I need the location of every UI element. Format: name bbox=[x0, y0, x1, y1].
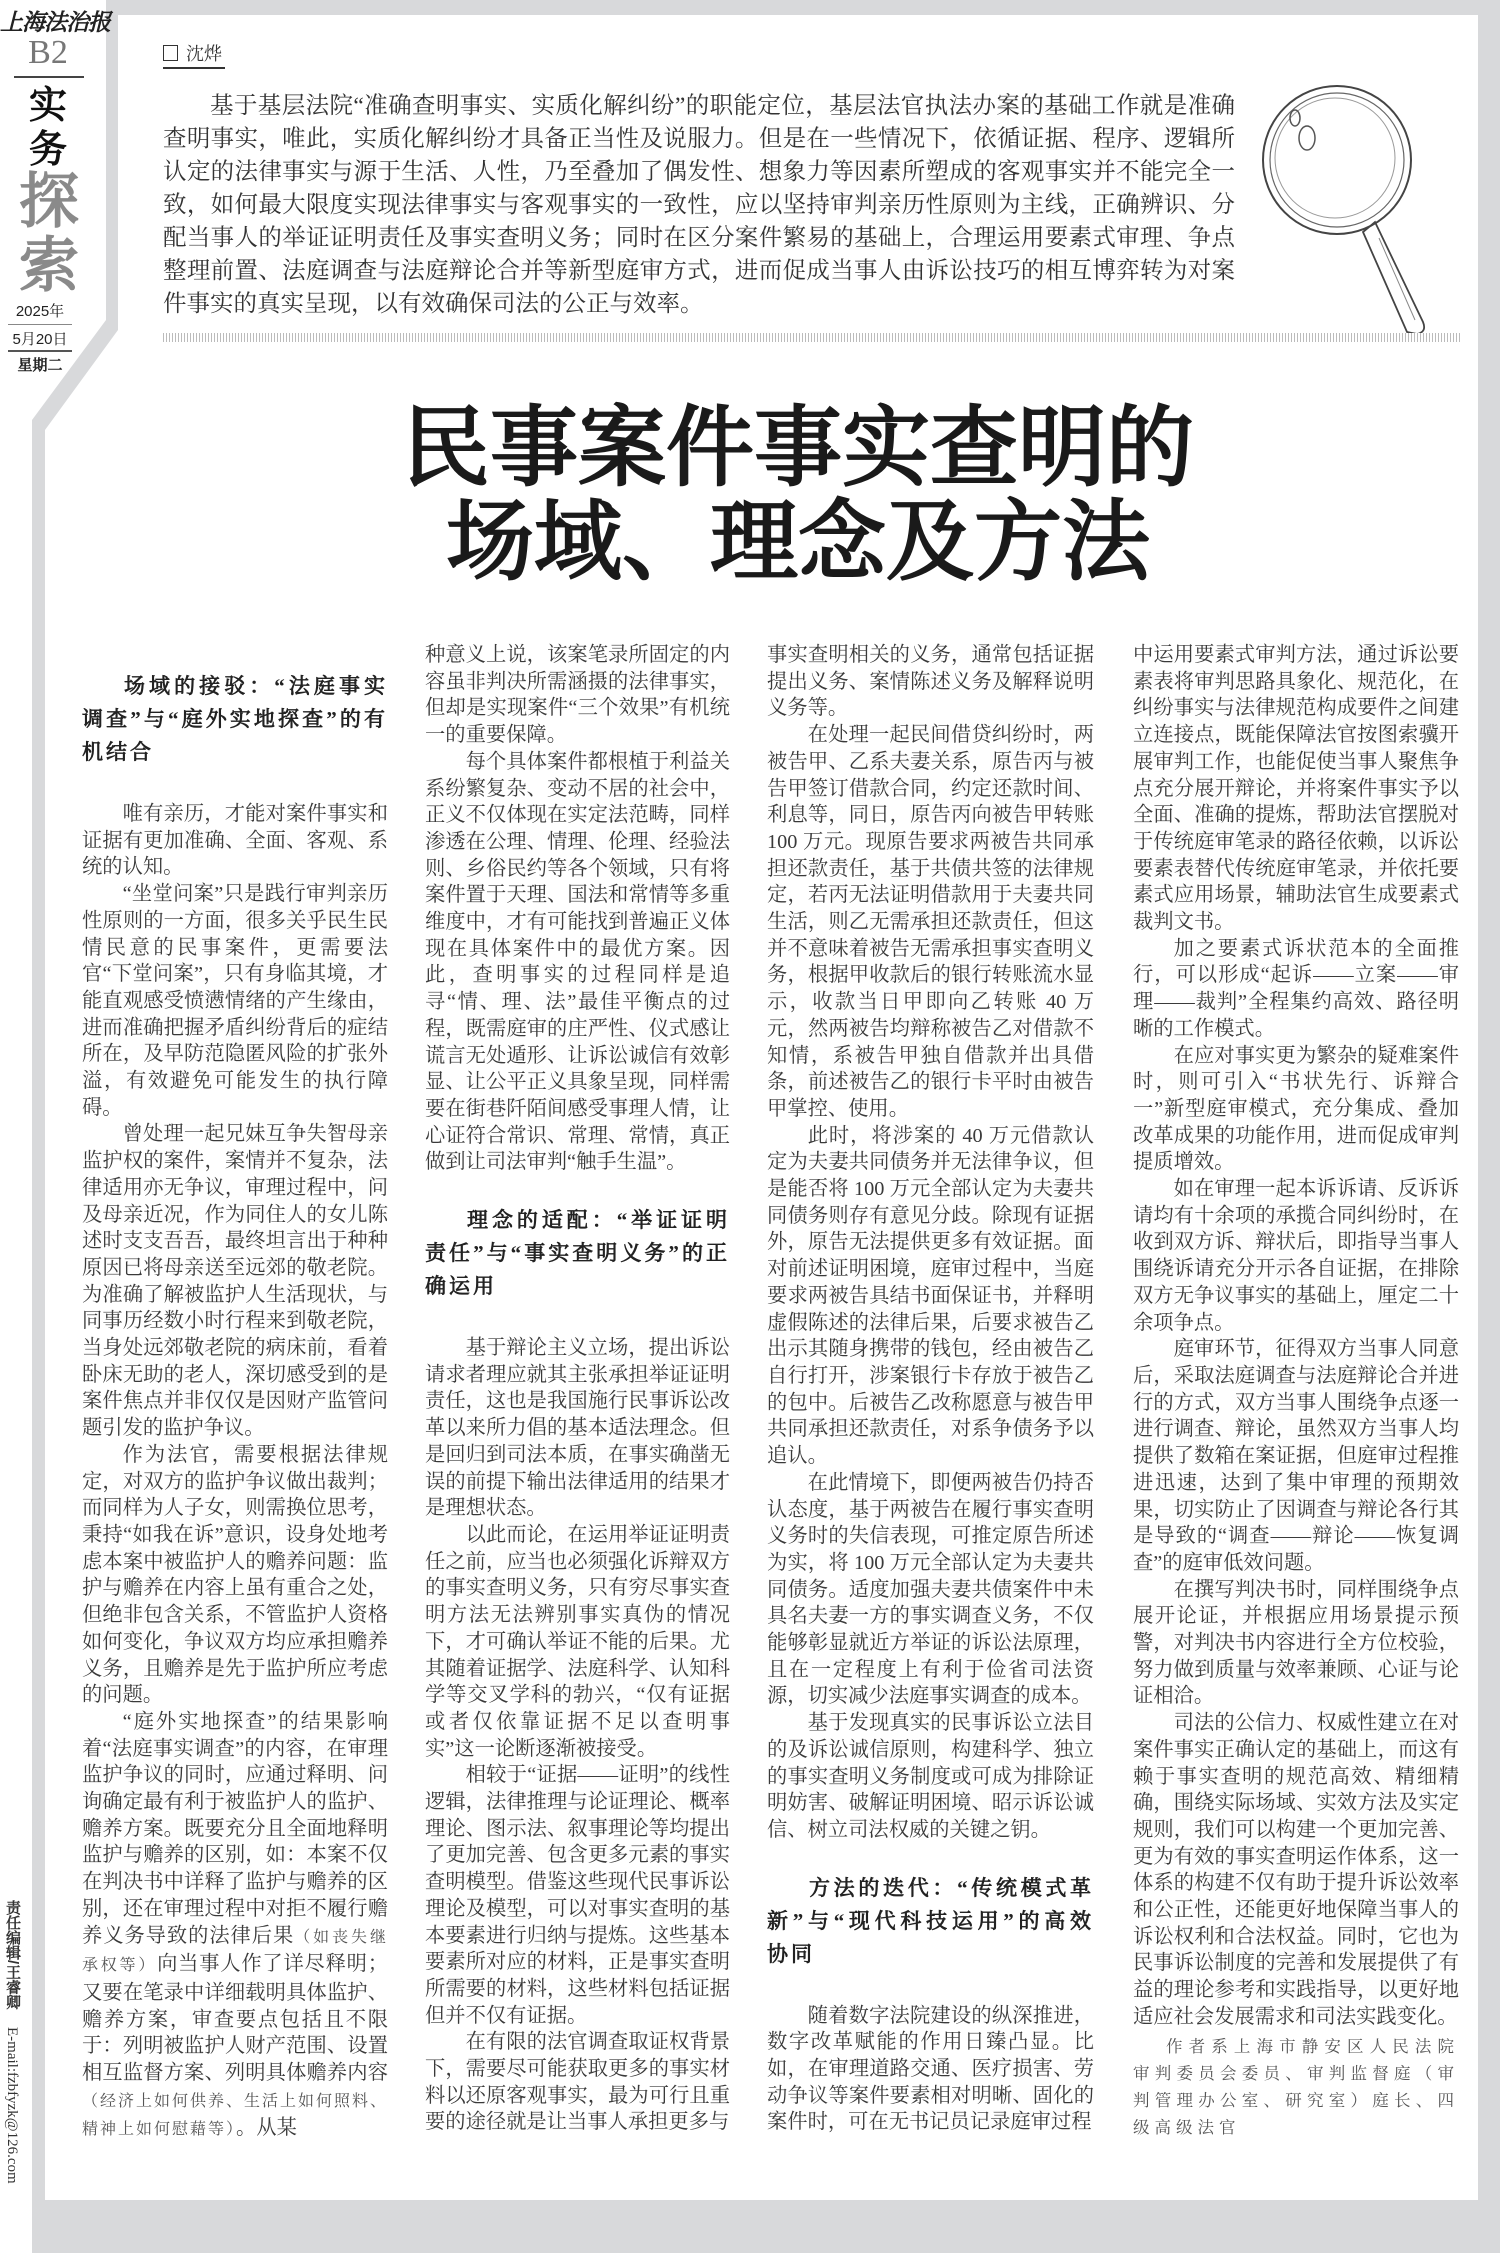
subheading: 方法的迭代：“传统模式革新”与“现代科技运用”的高效协同 bbox=[767, 1875, 1094, 1966]
divider bbox=[8, 350, 72, 352]
masthead-logo: 上海法治报 bbox=[0, 10, 110, 35]
paragraph: 作为法官，需要根据法律规定，对双方的监护争议做出裁判；而同样为人子女，则需换位思考，秉持“如我在诉”意识，设身处地考虑本案中被监护人的赡养问题：监护与赡养在内容上虽有重合之处，但绝非包含关系，不管监护人资格如何变化，争议双方均应承担赡养义务，且赡养是先于监护所应考虑的问题。 bbox=[82, 1443, 388, 1707]
headline-line-2: 场域、理念及方法 bbox=[445, 489, 1150, 593]
paragraph: 在撰写判决书时，同样围绕争点展开论证，并根据应用场景提示预警，对判决书内容进行全方位校验，努力做到质量与效率兼顾、心证与论证相洽。 bbox=[1133, 1578, 1459, 1708]
author-note: 作者系上海市静安区人民法院审判委员会委员、审判监督庭（审判管理办公室、研究室）庭长、四级高级法官 bbox=[1133, 2036, 1459, 2137]
page-number: B2 bbox=[28, 34, 68, 71]
paragraph: 庭审环节，征得双方当事人同意后，采取法庭调查与法庭辩论合并进行的方式，双方当事人围绕争点逐一进行调查、辩论，虽然双方当事人均提供了数箱在案证据，但庭审过程推进迅速，达到了集中审理的预期效果，切实防止了因调查与辩论各行其是导致的“调查——辩论——恢复调查”的庭审低效问题。 bbox=[1133, 1338, 1459, 1574]
paragraph: 相较于“证据——证明”的线性逻辑，法律推理与论证理论、概率理论、图示法、叙事理论等均提出了更加完善、包含更多元素的事实查明模型。借鉴这些现代民事诉讼理论及模型，可以对事实查明的基本要素进行归纳与提炼。这些基本要素所对应的材料，正是事实查明所需要的材料，这些材料包括证据但并不仅有证据。 bbox=[425, 1764, 730, 2027]
paragraph: 司法的公信力、权威性建立在对案件事实正确认定的基础上，而这有赖于事实查明的规范高效、精细精确，围绕实际场域、实效方法及实定规则，我们可以构建一个更加完善、更为有效的事实查明运作体系，这一体系的构建不仅有助于提升诉讼效率和公正性，还能更好地保障当事人的诉讼权利和合法权益。同时，它也为民事诉讼制度的完善和发展提供了有益的理论参考和实践指导，以更好地适应社会发展需求和司法实践变化。 bbox=[1133, 1712, 1459, 2028]
headline bbox=[118, 395, 1478, 593]
article-column-2 bbox=[425, 642, 730, 2136]
paragraph: 随着数字法院建设的纵深推进，数字改革赋能的作用日臻凸显。比如，在审理道路交通、医疗损害、劳动争议等案件要素相对明晰、固化的案件时，可在无书记员记录庭审过程 bbox=[767, 2004, 1094, 2134]
section-title-secondary: 探索 bbox=[19, 169, 79, 299]
divider bbox=[8, 324, 72, 325]
article-column-4 bbox=[1133, 642, 1459, 2141]
paragraph bbox=[82, 1709, 388, 2144]
editor-credit: 责任编辑/王睿卿 bbox=[4, 1900, 21, 2010]
divider bbox=[14, 76, 84, 78]
paragraph: 每个具体案件都根植于利益关系纷繁复杂、变动不居的社会中，正义不仅体现在实定法范畴，同样渗透在公理、情理、伦理、经验法则、乡俗民约等各个领域，只有将案件置于天理、国法和常情等多重维度中，才有可能找到普遍正义体现在具体案件中的最优方案。因此，查明事实的过程同样是追寻“情、理、法”最佳平衡点的过程，既需庭审的庄严性、仪式感让谎言无处遁形、让诉讼诚信有效彰显、让公平正义具象呈现，同样需要在街巷阡陌间感受事理人情，让心证符合常识、常理、常情，真正做到让司法审判“触手生温”。 bbox=[425, 750, 730, 1174]
paragraph-continuation: 中运用要素式审判方法，通过诉讼要素表将审判思路具象化、规范化，在纠纷事实与法律规范构成要件之间建立连接点，既能保障法官按图索骥开展审判工作，也能促使当事人聚焦争点充分展开辩论，并将案件事实予以全面、准确的提炼，帮助法官摆脱对于传统庭审笔录的路径依赖，以诉讼要素表替代传统庭审笔录，并依托要素式应用场景，辅助法官生成要素式裁判文书。 bbox=[1133, 644, 1459, 934]
parenthetical-note: （如丧失继承权等） bbox=[82, 1928, 388, 1975]
byline-box-icon bbox=[163, 45, 178, 61]
paragraph: 曾处理一起兄妹互争失智母亲监护权的案件，案情并不复杂，法律适用亦无争议，审理过程中，问及母亲近况，作为同住人的女儿陈述时支支吾吾，最终坦言出于种种原因已将母亲送至远郊的敬老院。为准确了解被监护人生活现状，与同事历经数小时行程来到敬老院，当身处远郊敬老院的病床前，看着卧床无助的老人，深切感受到的是案件焦点并非仅仅是因财产监管问题引发的监护争议。 bbox=[82, 1123, 388, 1440]
headline-line-1: 民事案件事实查明的 bbox=[401, 395, 1194, 499]
date-year: 2025年 bbox=[15, 303, 65, 320]
editor-email: E-mail:fzbfyzk@126.com bbox=[4, 2026, 20, 2184]
paragraph-text: 。从某 bbox=[236, 2117, 297, 2140]
paragraph-text: 向当事人作了详尽释明；又要在笔录中详细载明具体监护、赡养方案，审查要点包括且不限于：列明被监护人财产范围、设置相互监督方案、列明具体赡养内容 bbox=[82, 1953, 388, 2085]
article-column-3 bbox=[767, 642, 1094, 2136]
date-day: 5月20日 bbox=[12, 331, 68, 348]
paragraph: 在应对事实更为繁杂的疑难案件时，则可引入“书状先行、诉辩合一”新型庭审模式，充分集成、叠加改革成果的功能作用，进而促成审判提质增效。 bbox=[1133, 1044, 1459, 1174]
byline bbox=[163, 40, 222, 66]
paragraph: 在有限的法官调查取证权背景下，需要尽可能获取更多的事实材料以还原客观事实，最为可行且重要的途径就是让当事人承担更多与 bbox=[425, 2031, 730, 2134]
paragraph-continuation: 事实查明相关的义务，通常包括证据提出义务、案情陈述义务及解释说明义务等。 bbox=[767, 644, 1094, 720]
paragraph-continuation: 种意义上说，该案笔录所固定的内容虽非判决所需涵摄的法律事实，但却是实现案件“三个效果”有机统一的重要保障。 bbox=[425, 644, 730, 747]
article-lead: 基于基层法院“准确查明事实、实质化解纠纷”的职能定位，基层法官执法办案的基础工作就是准确查明事实，唯此，实质化解纠纷才具备正当性及说服力。但是在一些情况下，依循证据、程序、逻辑所认定的法律事实与源于生活、人性，乃至叠加了偶发性、想象力等因素所塑成的客观事实并不能完全一致，如何最大限度实现法律事实与客观事实的一致性，应以坚持审判亲历性原则为主线，正确辨识、分配当事人的举证证明责任及事实查明义务；同时在区分案件繁易的基础上，合理运用要素式审理、争点整理前置、法庭调查与法庭辩论合并等新型庭审方式，进而促成当事人由诉讼技巧的相互博弈转为对案件事实的真实呈现，以有效确保司法的公正与效率。 bbox=[163, 93, 1235, 317]
paragraph: “坐堂问案”只是践行审判亲历性原则的一方面，很多关乎民生民情民意的民事案件，更需要法官“下堂问案”，只有身临其境，才能直观感受愤懑情绪的产生缘由，进而准确把握矛盾纠纷背后的症结所在，及早防范隐匿风险的扩张外溢，有效避免可能发生的执行障碍。 bbox=[82, 883, 388, 1119]
subheading: 场域的接驳：“法庭事实调查”与“庭外实地探查”的有机结合 bbox=[82, 674, 388, 764]
subheading: 理念的适配：“举证证明责任”与“事实查明义务”的正确运用 bbox=[425, 1208, 730, 1299]
section-divider bbox=[163, 333, 1460, 342]
author-name: 沈烨 bbox=[186, 44, 222, 64]
paragraph: 以此而论，在运用举证证明责任之前，应当也必须强化诉辩双方的事实查明义务，只有穷尽事实查明方法无法辨别事实真伪的情况下，才可确认举证不能的后果。尤其随着证据学、法庭科学、认知科学等交叉学科的勃兴，“仅有证据或者仅依靠证据不足以查明事实”这一论断逐渐被接受。 bbox=[425, 1523, 730, 1760]
paragraph: 基于发现真实的民事诉讼立法目的及诉讼诚信原则，构建科学、独立的事实查明义务制度或可成为排除证明妨害、破解证明困境、昭示诉讼诚信、树立司法权威的关键之钥。 bbox=[767, 1712, 1094, 1841]
editor-info bbox=[2, 1900, 23, 2184]
paragraph-text: “庭外实地探查”的结果影响着“法庭事实调查”的内容，在审理监护争议的同时，应通过释明、问询确定最有利于被监护人的监护、赡养方案。既要充分且全面地释明监护与赡养的区别，如：本案不仅在判决书中详释了监护与赡养的区别，还在审理过程中对拒不履行赡养义务导致的法律后果 bbox=[82, 1710, 388, 1947]
paragraph: 在处理一起民间借贷纠纷时，两被告甲、乙系夫妻关系，原告丙与被告甲签订借款合同，约定还款时间、利息等，同日，原告丙向被告甲转账 100 万元。现原告要求两被告共同承担还款责任，基于共债共签的法律规定，若丙无法证明借款用于夫妻共同生活，则乙无需承担还款责任，但这并不意味着被告无需承担事实查明义务，根据甲收款后的银行转账流水显示，收款当日甲即向乙转账 40 万元，然两被告均辩称被告乙对借款不知情，系被告甲独自借款并出具借条，前述被告乙的银行卡平时由被告甲掌控、使用。 bbox=[767, 724, 1094, 1120]
paragraph: 基于辩论主义立场，提出诉讼请求者理应就其主张承担举证证明责任，这也是我国施行民事诉讼改革以来所力倡的基本适法理念。但是回归到司法本质，在事实确凿无误的前提下输出法律适用的结果才是理想状态。 bbox=[425, 1337, 730, 1520]
magnifying-glass-icon bbox=[1255, 70, 1455, 340]
paragraph: 加之要素式诉状范本的全面推行，可以形成“起诉——立案——审理——裁判”全程集约高效、路径明晰的工作模式。 bbox=[1133, 937, 1459, 1040]
weekday: 星期二 bbox=[17, 357, 63, 374]
paragraph: 如在审理一起本诉诉请、反诉诉请均有十余项的承揽合同纠纷时，在收到双方诉、辩状后，即指导当事人围绕诉请充分开示各自证据，在排除双方无争议事实的基础上，厘定二十余项争点。 bbox=[1133, 1178, 1459, 1334]
article-column-1 bbox=[82, 642, 388, 2144]
parenthetical-note: （经济上如何供养、生活上如何照料、精神上如何慰藉等） bbox=[82, 2092, 389, 2139]
paragraph: 此时，将涉案的 40 万元借款认定为夫妻共同债务并无法律争议，但是能否将 100 万元全部认定为夫妻共同债务则存有意见分歧。除现有证据外，原告无法提供更多有效证据。面对前述证明困境，庭审过程中，当庭要求两被告具结书面保证书，并释明虚假陈述的法律后果，后要求被告乙出示其随身携带的钱包，经由被告乙自行打开，涉案银行卡存放于被告乙的包中。后被告乙改称愿意与被告甲共同承担还款责任，对系争债务予以追认。 bbox=[767, 1124, 1094, 1468]
section-title-primary: 实务 bbox=[28, 85, 67, 171]
paragraph: 在此情境下，即便两被告仍持否认态度，基于两被告在履行事实查明义务时的失信表现，可推定原告所述为实，将 100 万元全部认定为夫妻共同债务。适度加强夫妻共债案件中未具名夫妻一方的事实调查义务，不仅能够彰显就近方举证的诉讼法原理，且在一定程度上有利于俭省司法资源，切实减少法庭事实调查的成本。 bbox=[767, 1471, 1094, 1708]
divider bbox=[163, 67, 225, 69]
paragraph: 唯有亲历，才能对案件事实和证据有更加准确、全面、客观、系统的认知。 bbox=[82, 803, 388, 879]
